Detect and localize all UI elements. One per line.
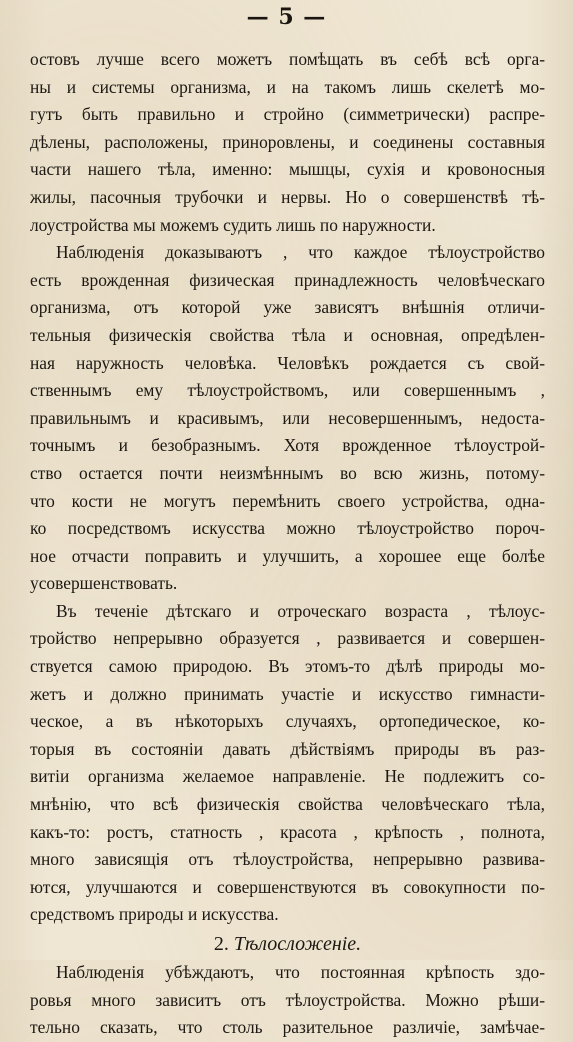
text-line: тельно сказать, что столь разительное различіе, замѣчае-: [30, 1017, 545, 1038]
text-line: ческое, а въ нѣкоторыхъ случаяхъ, ортопедическое, ко-: [30, 711, 545, 732]
text-line: дѣлены, расположены, приноровлены, и соединены составныя: [30, 131, 545, 152]
text-line: точнымъ и безобразнымъ. Хотя врожденное тѣлоустрой-: [30, 435, 545, 456]
text-line: Наблюденія доказываютъ , что каждое тѣлоустройство: [56, 242, 545, 263]
text-line: части нашего тѣла, именно: мышцы, сухія и кровоносныя: [30, 159, 545, 180]
text-line: ное отчасти поправить и улучшить, а хорошее еще болѣе: [30, 545, 545, 566]
text-line: ственнымъ ему тѣлоустройствомъ, или совершеннымъ ,: [30, 380, 545, 401]
text-line: тройство непрерывно образуется , развивается и совершен-: [30, 628, 545, 649]
paragraph-3: [30, 598, 545, 929]
text-line: ровья много зависитъ отъ тѣлоустройства. Можно рѣши-: [30, 989, 545, 1010]
text-line: витіи организма желаемое направленіе. Не подлежитъ со-: [30, 766, 545, 787]
text-line: гутъ быть правильно и стройно (симметрически) распре-: [30, 104, 545, 125]
text-line: что кости не могутъ перемѣнить своего устройства, одна-: [30, 490, 545, 511]
page-body: [30, 46, 545, 1042]
paragraph-1: [30, 46, 545, 239]
text-line: торыя въ состояніи давать дѣйствіямъ природы въ раз-: [30, 738, 545, 759]
text-line: Наблюденія убѣждаютъ, что постоянная крѣпость здо-: [56, 962, 545, 982]
paragraph-4: [30, 959, 545, 1042]
section-title: Тѣлосложеніе.: [233, 933, 362, 955]
text-line: ются, улучшаются и совершенствуются въ совокупности по-: [30, 876, 545, 897]
text-line: есть врожденная физическая принадлежность человѣческаго: [30, 269, 545, 290]
text-line: усовершенствовать.: [30, 573, 178, 594]
text-line: много зависящія отъ тѣлоустройства, непрерывно развива-: [30, 849, 545, 870]
text-line: правильнымъ и красивымъ, или несовершеннымъ, недоста-: [30, 407, 545, 428]
text-line: ны и системы организма, и на такомъ лишь скелетѣ мо-: [30, 76, 545, 97]
text-line: ная наружность человѣка. Человѣкъ рождается съ свой-: [30, 352, 545, 373]
section-heading: [30, 929, 545, 959]
text-line: ко посредствомъ искусства можно тѣлоустройство пороч-: [30, 518, 545, 539]
text-line: Въ теченіе дѣтскаго и отроческаго возраста , тѣлоус-: [56, 600, 545, 621]
text-line: жетъ и должно принимать участіе и искусство гимнасти-: [30, 683, 545, 704]
section-number: 2.: [213, 933, 229, 955]
text-line: ствуется самою природою. Въ этомъ-то дѣлѣ природы мо-: [30, 656, 545, 677]
text-line: мнѣнію, что всѣ физическія свойства человѣческаго тѣла,: [30, 794, 545, 815]
text-line: тельныя физическія свойства тѣла и основная, опредѣлен-: [30, 324, 545, 345]
page-number: — 5 —: [246, 4, 327, 30]
text-line: остовъ лучше всего можетъ помѣщать въ себѣ всѣ орга-: [30, 49, 545, 69]
text-line: лоустройства мы можемъ судить лишь по наружности.: [30, 214, 436, 235]
paragraph-2: [30, 239, 545, 598]
text-line: средствомъ природы и искусства.: [30, 904, 279, 925]
text-line: организма, отъ которой уже зависятъ внѣшнія отличи-: [30, 297, 545, 318]
text-line: какъ-то: ростъ, статность , красота , крѣпость , полнота,: [30, 821, 545, 842]
text-line: жилы, пасочныя трубочки и нервы. Но о совершенствѣ тѣ-: [30, 186, 545, 207]
text-line: ство остается почти неизмѣннымъ во всю жизнь, потому-: [30, 462, 545, 483]
